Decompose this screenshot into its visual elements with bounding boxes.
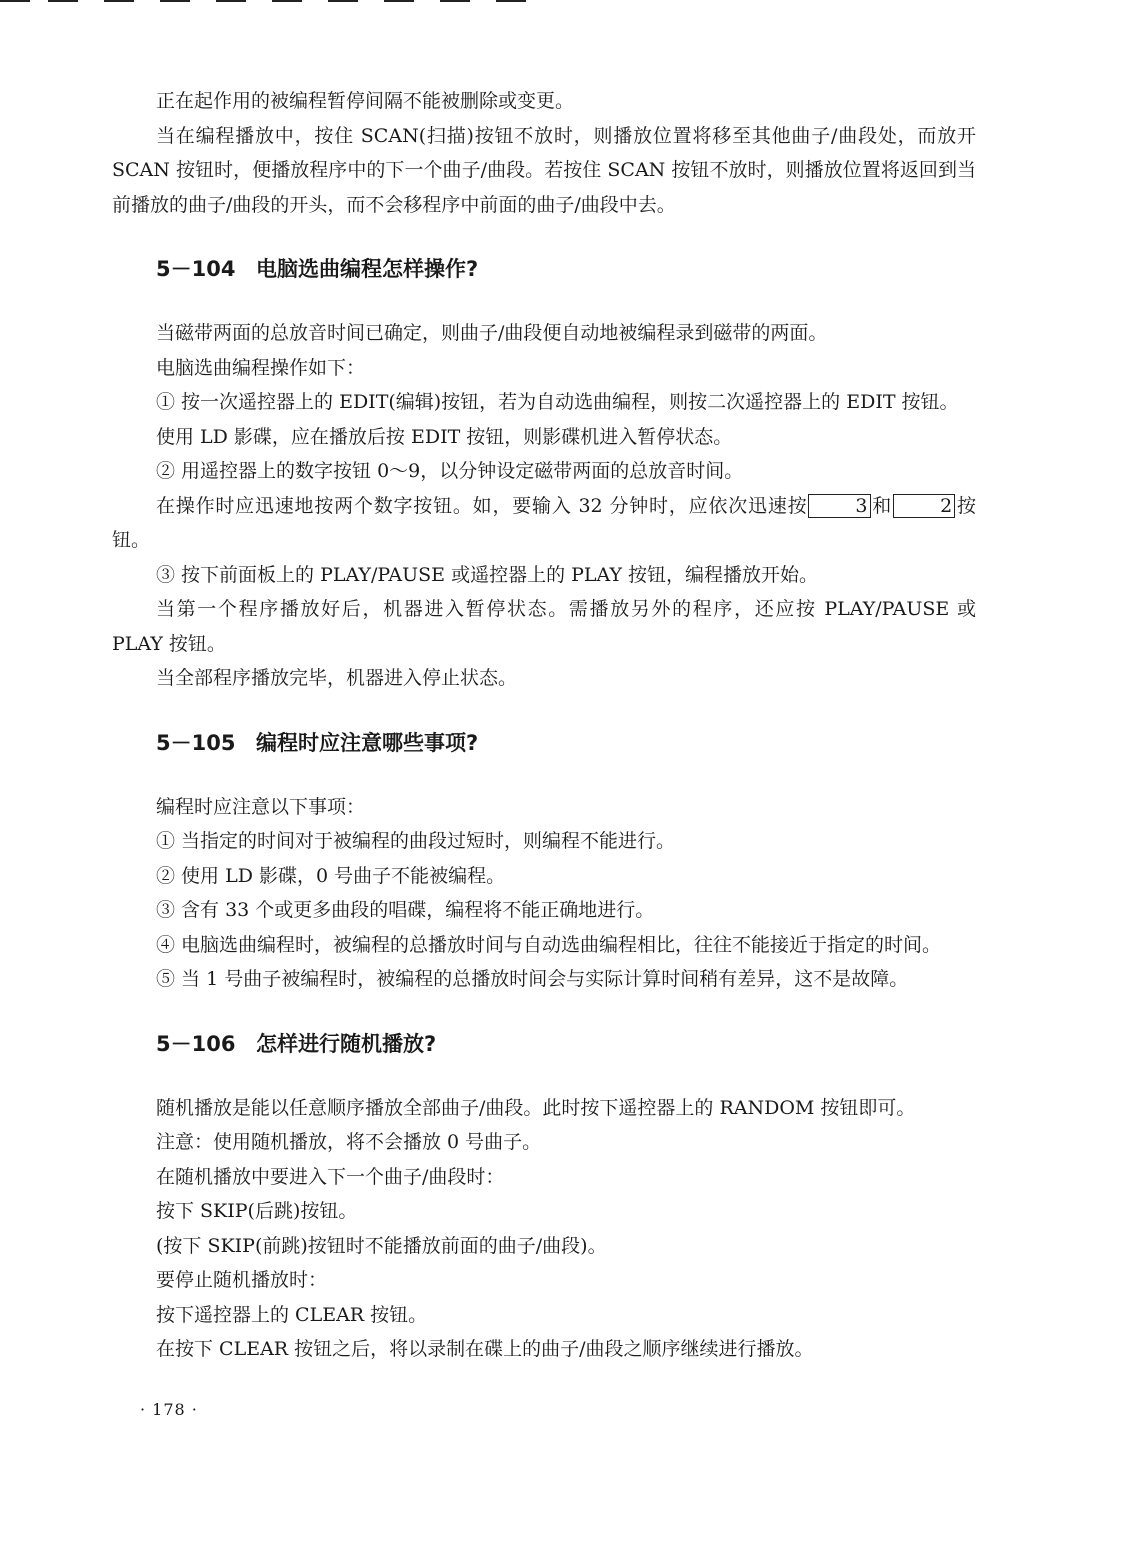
paragraph: ⑤ 当 1 号曲子被编程时，被编程的总播放时间会与实际计算时间稍有差异，这不是故障。 — [156, 968, 909, 990]
section-title: 编程时应注意哪些事项? — [256, 730, 479, 755]
paragraph: 注意：使用随机播放，将不会播放 0 号曲子。 — [156, 1131, 542, 1153]
paragraph: ③ 按下前面板上的 PLAY/PAUSE 或遥控器上的 PLAY 按钮，编程播放开始。 — [156, 563, 819, 586]
section-title: 电脑选曲编程怎样操作? — [256, 257, 479, 281]
section-heading-5-106 — [112, 1027, 976, 1061]
section-number: 5－104 — [156, 257, 236, 281]
paragraph: ④ 电脑选曲编程时，被编程的总播放时间与自动选曲编程相比，往往不能接近于指定的时间。 — [156, 933, 942, 956]
paragraph: 当在编程播放中，按住 SCAN(扫描)按钮不放时，则播放位置将移至其他曲子/曲段处，而放开 SCAN 按钮时，便播放程序中的下一个曲子/曲段。若按住 SCAN 按钮不放时，则播放位置将返回到当前播放的曲子/曲段的开头，而不会移程序中前面的曲子/曲段中去。 — [112, 124, 976, 216]
section-heading-5-104 — [112, 252, 976, 286]
paragraph: ③ 含有 33 个或更多曲段的唱碟，编程将不能正确地进行。 — [156, 899, 655, 921]
section-title: 怎样进行随机播放? — [256, 1031, 437, 1056]
section-number: 5－105 — [156, 730, 236, 755]
section-heading-5-105 — [112, 726, 976, 760]
paragraph: 在按下 CLEAR 按钮之后，将以录制在碟上的曲子/曲段之顺序继续进行播放。 — [156, 1338, 814, 1360]
paragraph: 当磁带两面的总放音时间已确定，则曲子/曲段便自动地被编程录到磁带的两面。 — [156, 322, 828, 344]
paragraph: 编程时应注意以下事项： — [156, 795, 366, 818]
text-run: 按钮。 — [112, 494, 976, 551]
top-dash-rule — [0, 0, 540, 4]
page-body — [112, 84, 976, 1367]
paragraph: (按下 SKIP(前跳)按钮时不能播放前面的曲子/曲段)。 — [156, 1234, 607, 1257]
paragraph: 使用 LD 影碟，应在播放后按 EDIT 按钮，则影碟机进入暂停状态。 — [156, 425, 733, 448]
boxed-key-3: 3 — [808, 494, 870, 518]
text-run: 和 — [871, 494, 893, 517]
paragraph: ① 当指定的时间对于被编程的曲段过短时，则编程不能进行。 — [156, 830, 676, 852]
paragraph: 随机播放是能以任意顺序播放全部曲子/曲段。此时按下遥控器上的 RANDOM 按钮即可。 — [156, 1096, 916, 1119]
paragraph: 在随机播放中要进入下一个曲子/曲段时： — [156, 1165, 505, 1188]
paragraph: 当全部程序播放完毕，机器进入停止状态。 — [156, 667, 518, 689]
paragraph: ① 按一次遥控器上的 EDIT(编辑)按钮，若为自动选曲编程，则按二次遥控器上的 EDIT 按钮。 — [156, 391, 959, 413]
paragraph: 正在起作用的被编程暂停间隔不能被删除或变更。 — [156, 90, 575, 112]
text-run: 在操作时应迅速地按两个数字按钮。如，要输入 32 分钟时，应依次迅速按 — [156, 494, 808, 517]
paragraph: 按下遥控器上的 CLEAR 按钮。 — [156, 1303, 428, 1326]
page-number: · 178 · — [140, 1400, 198, 1419]
paragraph: 按下 SKIP(后跳)按钮。 — [156, 1200, 358, 1222]
paragraph: 要停止随机播放时： — [156, 1269, 328, 1291]
paragraph: 当第一个程序播放好后，机器进入暂停状态。需播放另外的程序，还应按 PLAY/PAUSE 或 PLAY 按钮。 — [112, 598, 976, 655]
paragraph: 电脑选曲编程操作如下： — [156, 356, 366, 379]
paragraph: ② 使用 LD 影碟，0 号曲子不能被编程。 — [156, 864, 506, 887]
paragraph — [112, 489, 976, 558]
paragraph: ② 用遥控器上的数字按钮 0～9，以分钟设定磁带两面的总放音时间。 — [156, 460, 744, 482]
section-number: 5－106 — [156, 1031, 236, 1056]
boxed-key-2: 2 — [893, 494, 955, 518]
